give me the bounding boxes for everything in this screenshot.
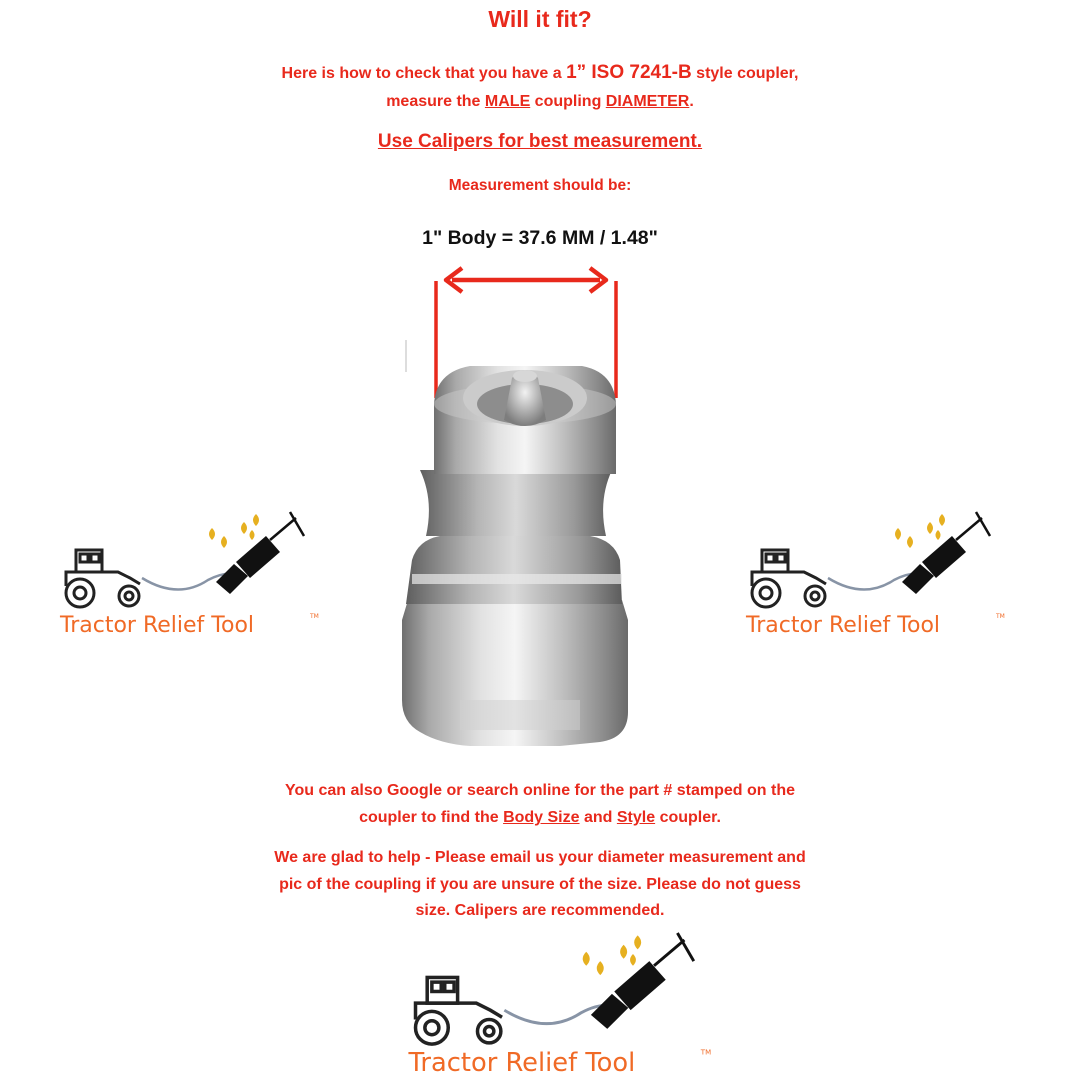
diameter-emphasis: DIAMETER bbox=[605, 93, 690, 110]
measurement-label: Measurement should be: bbox=[448, 177, 632, 194]
tractor-icon bbox=[752, 550, 826, 607]
brand-name: Tractor Relief Tool bbox=[746, 613, 941, 638]
paragraph2-line1: We are glad to help - Please email us your diameter measurement and bbox=[274, 849, 806, 866]
intro-line-1: Here is how to check that you have a 1” ISO 7241-B style coupler, bbox=[281, 62, 799, 83]
male-emphasis: MALE bbox=[484, 93, 531, 110]
brand-logo-bottom bbox=[404, 926, 724, 1078]
brand-logo-left bbox=[58, 506, 328, 636]
measurement-value: 1" Body = 37.6 MM / 1.48" bbox=[422, 227, 658, 249]
brand-tm: TM bbox=[996, 613, 1005, 620]
grease-gun-icon bbox=[591, 933, 694, 1029]
paragraph2-line3: size. Calipers are recommended. bbox=[415, 902, 665, 919]
iso-spec: 1” ISO 7241-B bbox=[566, 62, 692, 83]
intro-line-2: measure the MALE coupling DIAMETER. bbox=[386, 93, 694, 110]
brand-name: Tractor Relief Tool bbox=[408, 1047, 636, 1078]
paragraph1-line1: You can also Google or search online for the part # stamped on the bbox=[284, 782, 795, 799]
tractor-icon bbox=[66, 550, 140, 607]
tractor-icon bbox=[416, 977, 503, 1044]
brand-tm: TM bbox=[310, 613, 319, 620]
brand-tm: TM bbox=[700, 1047, 712, 1057]
calipers-note: Use Calipers for best measurement. bbox=[377, 131, 703, 152]
style-emphasis: Style bbox=[616, 809, 656, 826]
paragraph2-line2: pic of the coupling if you are unsure of the size. Please do not guess bbox=[279, 875, 801, 893]
oil-drops-icon bbox=[895, 514, 945, 548]
oil-drops-icon bbox=[209, 514, 259, 548]
oil-drops-icon bbox=[583, 935, 641, 975]
help-paragraph bbox=[0, 845, 1080, 925]
page-title: Will it fit? bbox=[488, 6, 592, 32]
paragraph1-line2: coupler to find the Body Size and Style coupler. bbox=[359, 809, 721, 826]
brand-name: Tractor Relief Tool bbox=[60, 613, 255, 638]
google-help-paragraph bbox=[0, 777, 1080, 831]
grease-gun-icon bbox=[216, 512, 304, 594]
body-size-emphasis: Body Size bbox=[503, 809, 580, 826]
grease-gun-icon bbox=[902, 512, 990, 594]
brand-logo-right bbox=[744, 506, 1014, 636]
